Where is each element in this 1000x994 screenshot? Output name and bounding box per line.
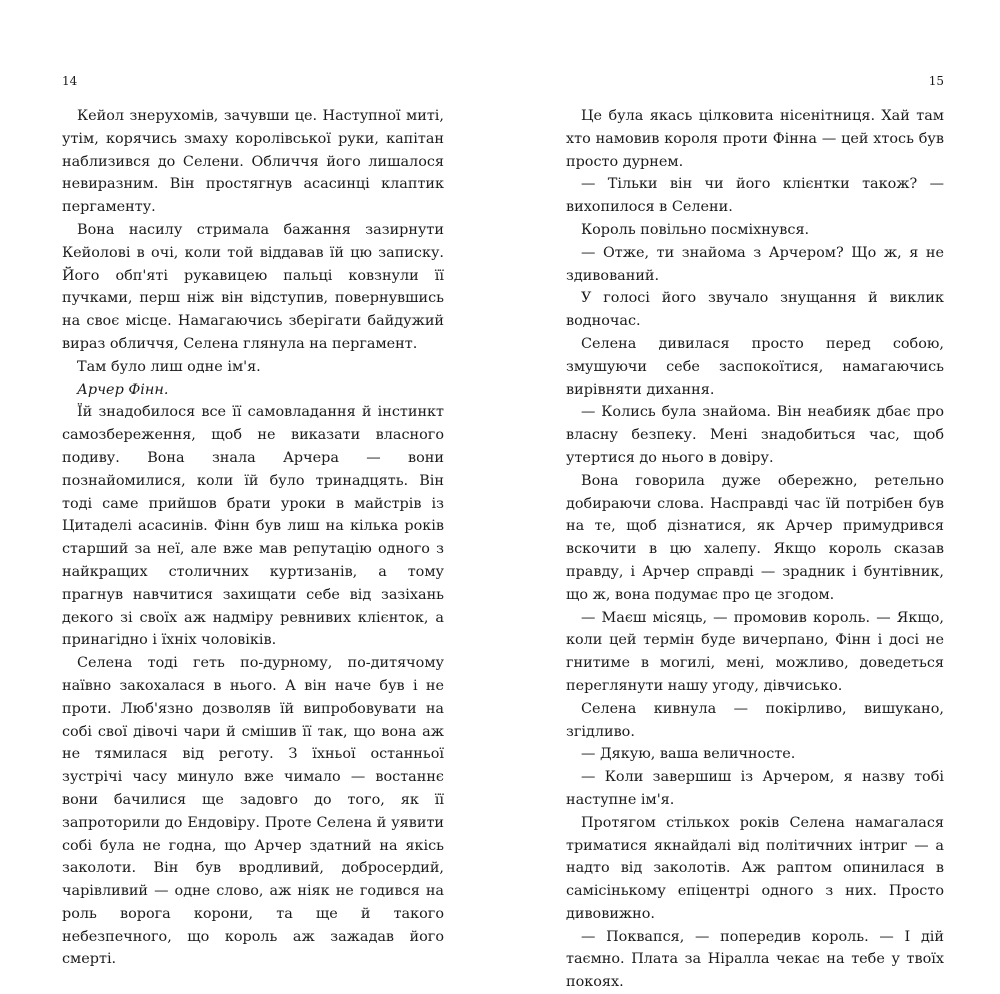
paragraph: Селена дивилася просто перед собою, змушуючи себе заспокоїтися, намагаючись вирівняти дихання. [566, 335, 944, 398]
right-page [566, 0, 944, 991]
dialogue-line: — Отже, ти знайома з Арчером? Що ж, я не здивований. [566, 244, 944, 284]
left-page [62, 0, 444, 968]
paragraph: Селена кивнула — покірливо, вишукано, згідливо. [566, 700, 944, 740]
dialogue-line: — Коли завершиш із Арчером, я назву тобі наступне ім'я. [566, 769, 944, 808]
paragraph: Їй знадобилося все її самовладання й інстинкт самозбереження, щоб не виказати власного подиву. Вона знала Арчера — вони познайомилися, коли їй було тринадцять. Він тоді саме прийшов брати уроки в майстрів із Цитаделі асасинів. Фінн був лиш на кілька років старший за неї, але вже мав репутацію одного з найкращих столичних куртизанів, а тому прагнув навчитися захищати себе від зазіхань декого зі своїх аж надміру ревнивих клієнток, а принагідно і їхніх чоловіків. [62, 404, 444, 649]
page-number-left: 14 [62, 74, 78, 88]
paragraph: Король повільно посміхнувся. [581, 221, 810, 238]
left-page-text [62, 105, 444, 971]
paragraph: Селена тоді геть по-дурному, по-дитячому наївно закохалася в нього. А він наче був і не проти. Люб'язно дозволяв їй випробовувати на собі свої дівочі чари й смішив її так, що вона аж не тямилася від реготу. З їхньої останньої зустрічі часу минуло вже чимало — востаннє вони бачилися ще задовго до того, як її запроторили до Ендовіру. Проте Селена й уявити собі була не годна, що Арчер здатний на якісь заколоти. Він був вродливий, добросердий, чарівливий — одне слово, аж ніяк не годився на роль ворога корони, та ще й такого небезпечного, що король аж зажадав його смерті. [62, 655, 444, 968]
dialogue-line: — Маєш місяць, — промовив король. — Якщо, коли цей термін буде вичерпано, Фінн і досі не гнитиме в могилі, мені, можливо, доведеться переглянути нашу угоду, дівчисько. [566, 609, 944, 694]
dialogue-line: — Поквапся, — попередив король. — І дій таємно. Плата за Ніралла чекає на тебе у твоїх покоях. [566, 928, 944, 991]
paragraph: Протягом стількох років Селена намагалася триматися якнайдалі від політичних інтриг — а надто від заколотів. Аж раптом опинилася в самісінькому епіцентрі одного з них. Просто дивовижно. [566, 814, 944, 922]
paragraph: У голосі його звучало знущання й виклик водночас. [566, 290, 944, 330]
target-name-italic: Арчер Фінн. [77, 381, 169, 398]
dialogue-line: — Дякую, ваша величносте. [581, 746, 796, 763]
paragraph: Там було лиш одне ім'я. [77, 358, 261, 375]
paragraph: Кейол знерухомів, зачувши це. Наступної миті, утім, корячись змаху королівської руки, капітан наблизився до Селени. Обличчя його лишалося невиразним. Він простягнув асасинці клаптик пергаменту. [62, 108, 444, 216]
paragraph: Це була якась цілковита нісенітниця. Хай там хто намовив короля проти Фінна — цей хтось був просто дурнем. [566, 108, 944, 170]
right-page-text [566, 105, 944, 994]
paragraph: Вона говорила дуже обережно, ретельно добираючи слова. Насправді час їй потрібен був на те, щоб дізнатися, як Арчер примудрився вскочити в цю халепу. Якщо король сказав правду, і Арчер справді — зрадник і бунтівник, що ж, вона подумає про це згодом. [566, 472, 944, 603]
page-number-right: 15 [928, 74, 944, 88]
dialogue-line: — Колись була знайома. Він неабияк дбає про власну безпеку. Мені знадобиться час, щоб утертися до нього в довіру. [566, 404, 944, 466]
dialogue-line: — Тільки він чи його клієнтки також? — вихопилося в Селени. [566, 176, 944, 216]
paragraph: Вона насилу стримала бажання зазирнути Кейолові в очі, коли той віддавав їй цю записку. Його обп'яті рукавицею пальці ковзнули її пучками, перш ніж він відступив, повернувшись на своє місце. Намагаючись зберігати байдужий вираз обличчя, Селена глянула на пергамент. [62, 221, 444, 352]
